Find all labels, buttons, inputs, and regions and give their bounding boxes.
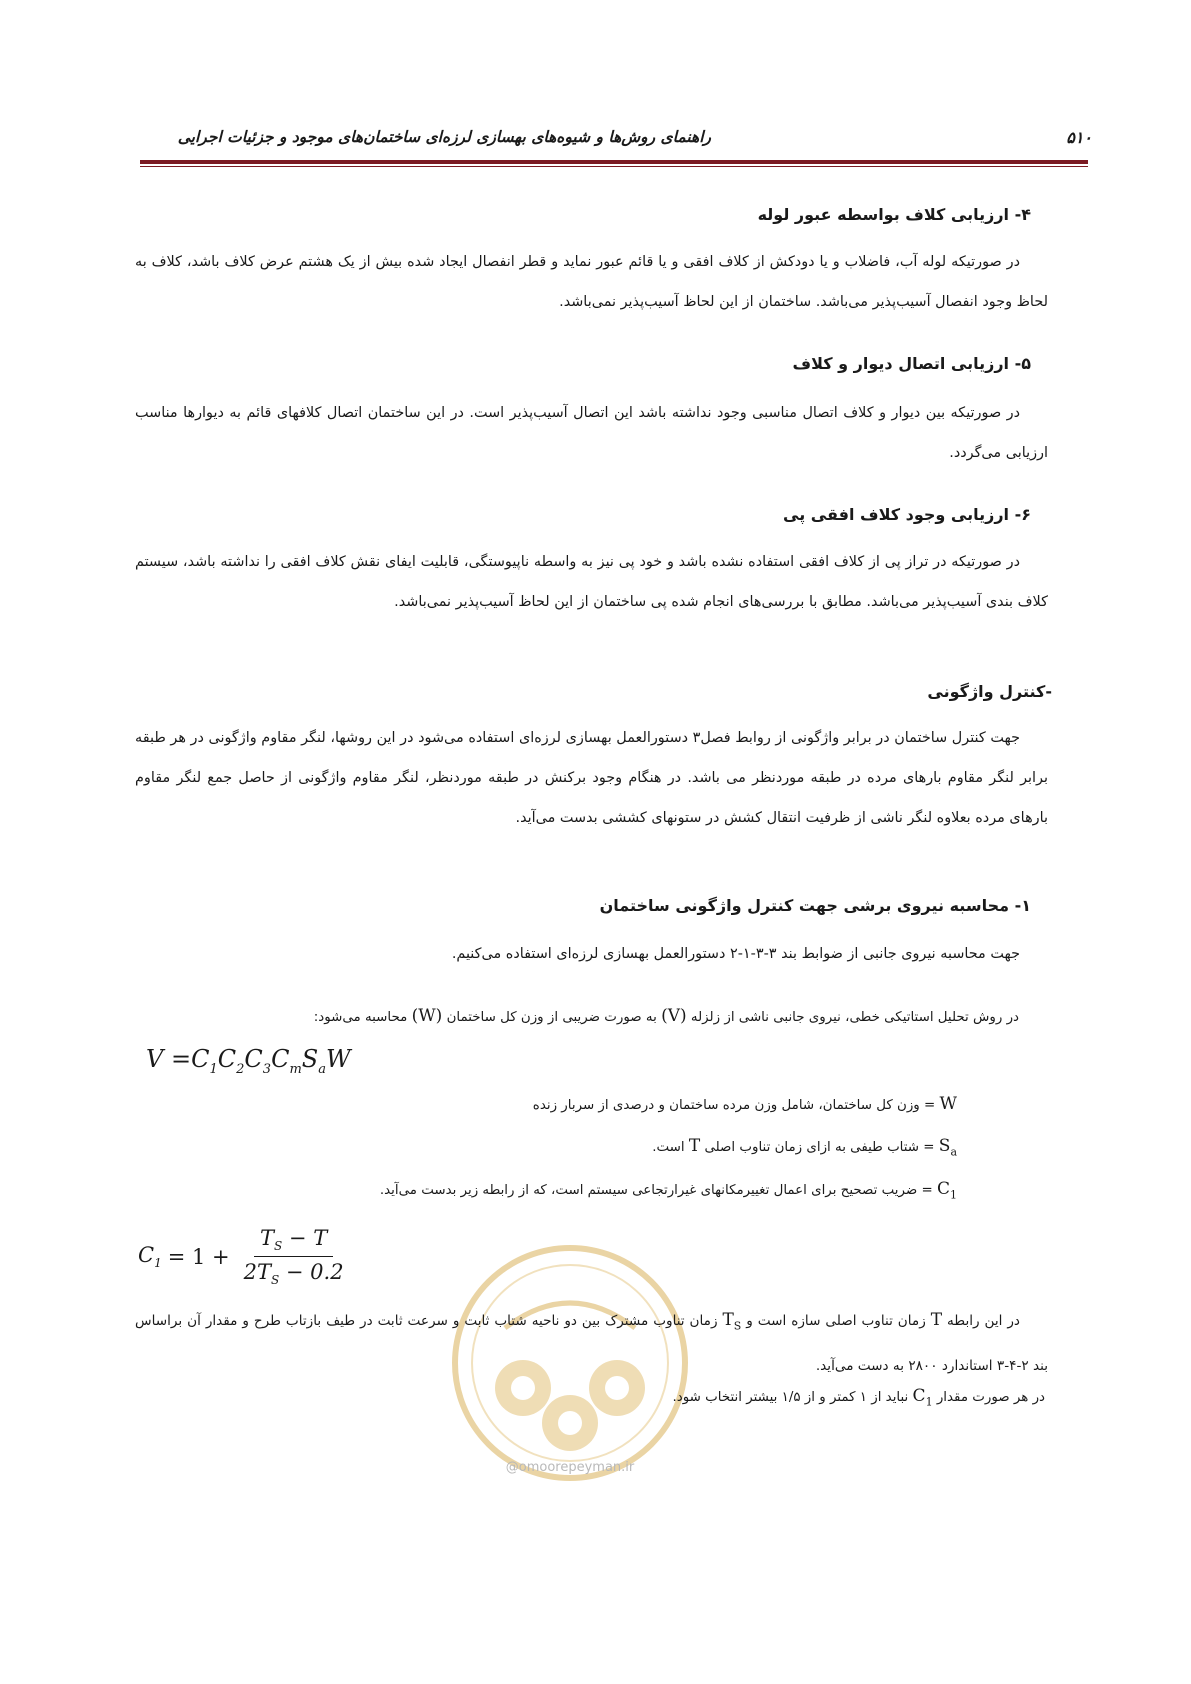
- section-heading: ۵- ارزیابی اتصال دیوار و کلاف: [792, 354, 1031, 373]
- header-rule: [140, 160, 1088, 164]
- section-paragraph: [135, 934, 1048, 974]
- definition-c1: $C_1$ = ضریب تصحیح برای اعمال تغییرمکانهای غیرارتجاعی سیستم است، که از رابطه زیر بدست می‌آید.: [379, 1179, 957, 1202]
- symbol-w: (W): [411, 1006, 443, 1026]
- page-number: ۵۱۰: [1066, 128, 1092, 147]
- definition-w: W = وزن کل ساختمان، شامل وزن مرده ساختمان و درصدی از سربار زنده: [532, 1094, 957, 1114]
- definition-sa: $S_a$ = شتاب طیفی به ازای زمان تناوب اصلی T است.: [652, 1136, 957, 1159]
- section-heading: -کنترل واژگونی: [927, 682, 1052, 701]
- intro-text: به صورت ضریبی از وزن کل ساختمان: [446, 1010, 657, 1025]
- closing-paragraph: [135, 1300, 1048, 1386]
- section-heading: ۱- محاسبه نیروی برشی جهت کنترل واژگونی ساختمان: [599, 896, 1031, 915]
- paragraph-text: جهت کنترل ساختمان در برابر واژگونی از روابط فصل۳ دستورالعمل بهسازی لرزه‌ای استفاده می‌شود در این روشها، لنگر مقاوم واژگونی در هر طبقه برابر لنگر مقاوم بارهای مرده در طبقه موردنظر می باشد. در هنگام وجود برکنش در طبقه موردنظر، لنگر مقاوم واژگونی از حاصل جمع لنگر مقاوم بارهای مرده بعلاوه لنگر ناشی از ظرفیت انتقال کشش در ستونهای کششی بدست می‌آید.: [135, 730, 1048, 826]
- fraction: $\frac{T_S - T}{2T_S - 0.2}$: [243, 1226, 344, 1288]
- paragraph-text: در صورتیکه بین دیوار و کلاف اتصال مناسبی وجود نداشته باشد این اتصال آسیب‌پذیر است. در این ساختمان اتصال کلافهای قائم به دیوارها مناسب ارزیابی می‌گردد.: [135, 405, 1048, 461]
- intro-line: [139, 1004, 1019, 1030]
- paragraph-text: در صورتیکه لوله آب، فاضلاب و یا دودکش از کلاف افقی و یا قائم عبور نماید و قطر انفصال ایجاد شده بیش از یک هشتم عرض کلاف باشد، کلاف به لحاظ وجود انفصال آسیب‌پذیر می‌باشد. ساختمان از این لحاظ آسیب‌پذیر نمی‌باشد.: [135, 254, 1048, 310]
- section-heading: ۶- ارزیابی وجود کلاف افقی پی: [783, 505, 1031, 524]
- section-paragraph: [135, 242, 1048, 322]
- paragraph-text: در این رابطه T زمان تناوب اصلی سازه است و $T_S$ زمان تناوب مشترک بین دو ناحیه شتاب ثابت و سرعت ثابت در طیف بازتاب طرح و مقدار آن براساس بند ۲-۴-۳ استاندارد ۲۸۰۰ به دست می‌آید.: [135, 1310, 1048, 1375]
- running-header-title: راهنمای روش‌ها و شیوه‌های بهسازی لرزه‌ای ساختمان‌های موجود و جزئیات اجرایی: [177, 128, 711, 146]
- paragraph-text: جهت محاسبه نیروی جانبی از ضوابط بند ۳-۳-۱-۲ دستورالعمل بهسازی لرزه‌ای استفاده می‌کنیم.: [451, 946, 1020, 962]
- constraint-line: در هر صورت مقدار $C_1$ نباید از ۱ کمتر و از ۱/۵ بیشتر انتخاب شود.: [672, 1386, 1045, 1409]
- formula-base-shear: $V =C_1C_2C_3C_mS_aW$: [146, 1045, 351, 1077]
- paragraph-text: در صورتیکه در تراز پی از کلاف افقی استفاده نشده باشد و خود پی نیز به واسطه ناپیوستگی، قابلیت ایفای نقش کلاف افقی را نداشته باشد، سیستم کلاف بندی آسیب‌پذیر می‌باشد. مطابق با بررسی‌های انجام شده پی ساختمان از این لحاظ آسیب‌پذیر نمی‌باشد.: [135, 554, 1048, 610]
- intro-text: در روش تحلیل استاتیکی خطی، نیروی جانبی ناشی از زلزله: [690, 1010, 1019, 1025]
- section-heading: ۴- ارزیابی کلاف بواسطه عبور لوله: [757, 205, 1031, 224]
- section-paragraph: [135, 718, 1048, 838]
- formula-c1: $C_1$ = 1 + $\frac{T_S - T}{2T_S - 0.2}$: [138, 1226, 350, 1287]
- header-rule-thin: [140, 166, 1088, 167]
- watermark-url: @omoorepeyman.ir: [505, 1460, 635, 1475]
- section-paragraph: [135, 393, 1048, 473]
- section-paragraph: [135, 542, 1048, 622]
- symbol-v: (V): [661, 1006, 687, 1026]
- intro-text: محاسبه می‌شود:: [313, 1010, 408, 1025]
